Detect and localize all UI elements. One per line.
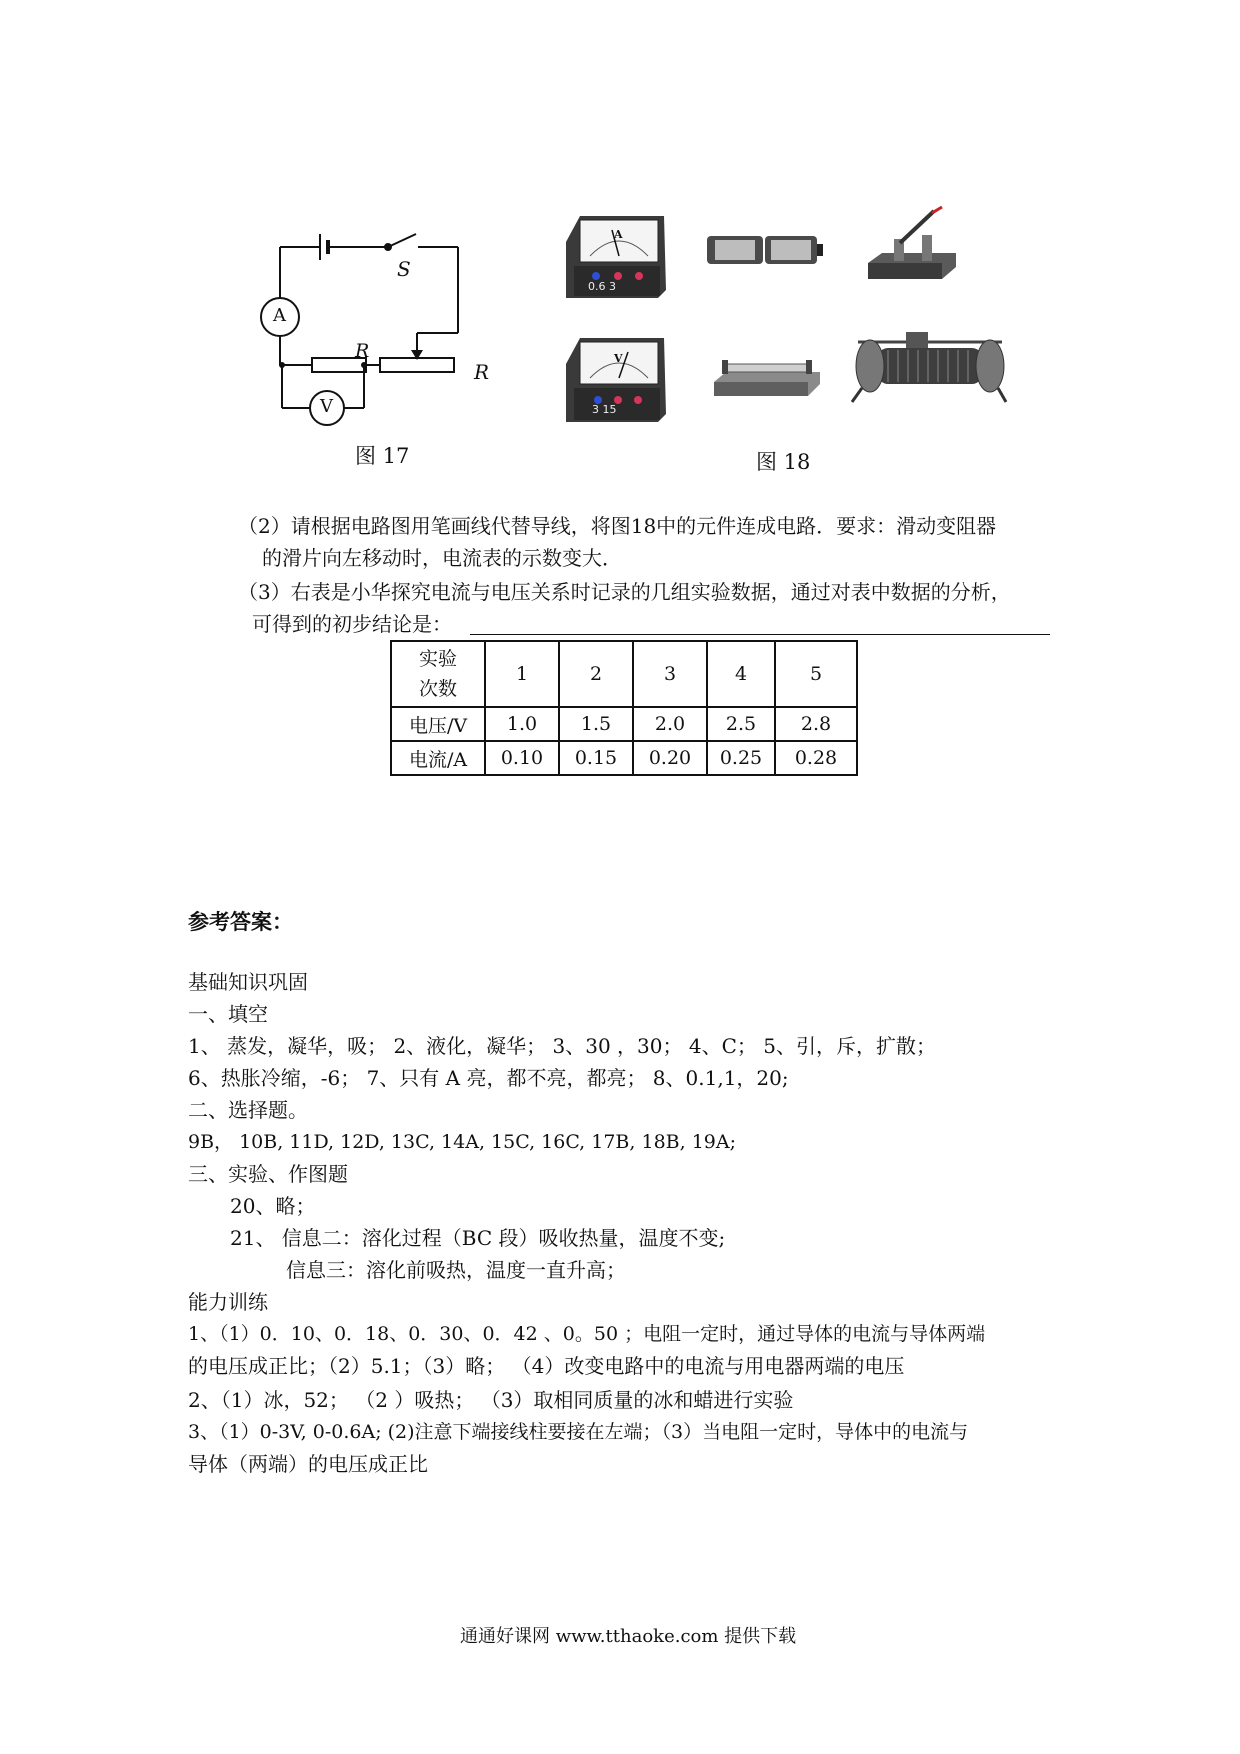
answer-line: 能力训练: [188, 1290, 268, 1314]
question-3-line-1: （3）右表是小华探究电流与电压关系时记录的几组实验数据，通过对表中数据的分析，: [238, 580, 1011, 604]
table-header-label: 实验 次数: [391, 641, 485, 707]
table-cell: 2.5: [707, 707, 775, 741]
question-2-line-2: 的滑片向左移动时，电流表的示数变大．: [262, 546, 622, 570]
experiment-data-table: [390, 640, 858, 776]
table-header-cell: 3: [633, 641, 707, 707]
table-header-cell: 1: [485, 641, 559, 707]
label-resistor-r: R: [355, 340, 370, 362]
figure-17-circuit-diagram: [240, 220, 520, 440]
table-cell: 2.0: [633, 707, 707, 741]
figure-17-caption: 图 17: [355, 444, 410, 468]
table-header-cell: 4: [707, 641, 775, 707]
answer-line: 导体（两端）的电压成正比: [188, 1452, 428, 1476]
answer-line: 三、实验、作图题: [188, 1162, 348, 1186]
answer-line: 3、（1）0-3V, 0-0.6A; (2)注意下端接线柱要接在左端；（3）当电阻一定时，导体中的电流与: [188, 1421, 969, 1443]
table-cell: 0.20: [633, 741, 707, 775]
answer-line: 基础知识巩固: [188, 970, 308, 994]
knife-switch-icon: [862, 205, 962, 285]
table-header-cell: 2: [559, 641, 633, 707]
answer-line: 6、热胀冷缩，-6； 7、只有 A 亮，都不亮，都亮； 8、0.1,1，20;: [188, 1066, 789, 1090]
answer-line: 20、略；: [230, 1194, 316, 1218]
page-footer: 通通好课网 www.tthaoke.com 提供下载: [460, 1626, 797, 1647]
battery-icon: [705, 232, 825, 268]
answer-line: 2、（1）冰，52； （2 ）吸热； （3）取相同质量的冰和蜡进行实验: [188, 1388, 794, 1412]
table-cell: 0.15: [559, 741, 633, 775]
label-rheostat-r: R: [474, 360, 490, 384]
label-voltmeter-v: V: [320, 396, 333, 417]
voltmeter-terminal-labels: 3 15: [592, 403, 617, 416]
answer-line: 二、选择题。: [188, 1098, 308, 1122]
table-cell: 2.8: [775, 707, 857, 741]
answer-line: 1、（1）0．10、0．18、0．30、0．42 、0。50 ；电阻一定时，通过导体的电流与导体两端: [188, 1323, 986, 1345]
table-cell: 0.25: [707, 741, 775, 775]
table-cell: 1.5: [559, 707, 633, 741]
table-cell: 1.0: [485, 707, 559, 741]
table-row: [391, 707, 857, 741]
answers-title: 参考答案：: [188, 909, 293, 934]
label-ammeter-a: A: [273, 305, 286, 326]
ammeter-letter: A: [614, 228, 623, 241]
ammeter-terminal-labels: 0.6 3: [588, 280, 616, 293]
answer-blank-line: [470, 634, 1050, 635]
answer-line: 的电压成正比；（2）5.1；（3）略； （4）改变电路中的电流与用电器两端的电压: [188, 1354, 905, 1378]
table-row: [391, 741, 857, 775]
table-row-label: 电流/A: [391, 741, 485, 775]
answer-line: 一、填空: [188, 1002, 268, 1026]
table-header-row: [391, 641, 857, 707]
table-header-cell: 5: [775, 641, 857, 707]
label-switch-s: S: [397, 257, 411, 281]
answer-line: 9B， 10B, 11D, 12D, 13C, 14A, 15C, 16C, 17B, 18B, 19A;: [188, 1131, 736, 1153]
answer-line: 信息三：溶化前吸热，温度一直升高；: [286, 1258, 626, 1282]
voltmeter-letter: V: [614, 352, 623, 365]
answer-line: 1、 蒸发，凝华，吸； 2、液化，凝华； 3、30 ，30； 4、C； 5、引，斥，扩散；: [188, 1034, 936, 1058]
question-3-line-2: 可得到的初步结论是：: [252, 612, 452, 636]
rheostat-icon: [848, 328, 1008, 404]
table-cell: 0.10: [485, 741, 559, 775]
figure-18-caption: 图 18: [756, 450, 811, 474]
resistor-board-icon: [712, 356, 822, 400]
answer-line: 21、 信息二：溶化过程（BC 段）吸收热量，温度不变;: [230, 1226, 726, 1250]
table-row-label: 电压/V: [391, 707, 485, 741]
table-cell: 0.28: [775, 741, 857, 775]
question-2-line-1: （2）请根据电路图用笔画线代替导线，将图18中的元件连成电路．要求：滑动变阻器: [238, 514, 997, 538]
